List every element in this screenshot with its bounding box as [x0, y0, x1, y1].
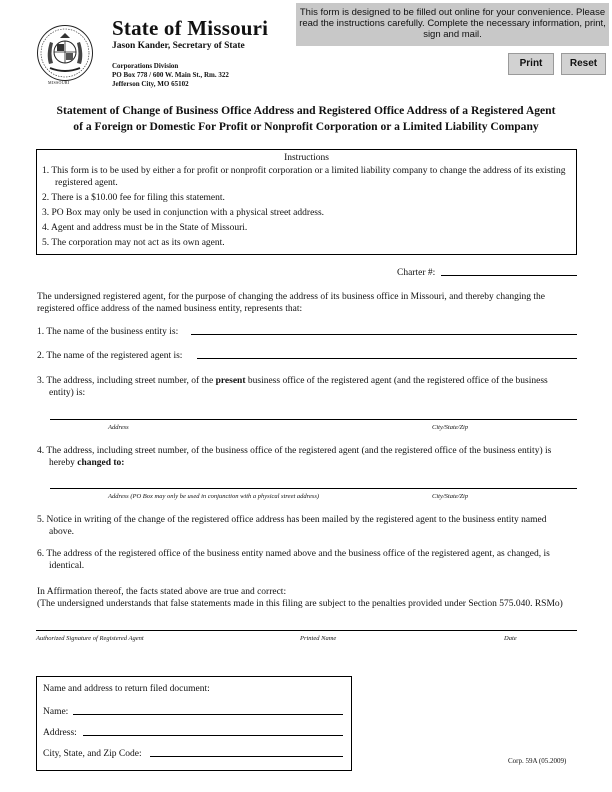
- instruction-item: 1. This form is to be used by either a for profit or nonprofit corporation or a limited liability company to change the address of its existing registered agent.: [42, 166, 566, 188]
- form-title-line1: Statement of Change of Business Office Address and Registered Office Address of a Registered Agent: [56, 104, 556, 117]
- return-city-label: City, State, and Zip Code:: [43, 749, 142, 759]
- online-notice-banner: This form is designed to be filled out online for your convenience. Please read the instructions carefully. Complete the necessary information, print, sign and mail.: [296, 3, 609, 46]
- seal-label: MISSOURI: [48, 80, 70, 85]
- agent-name-label: 2. The name of the registered agent is:: [37, 351, 183, 361]
- return-address-box: [36, 676, 352, 771]
- print-button[interactable]: Print: [508, 53, 554, 75]
- affirmation-line: In Affirmation thereof, the facts stated above are true and correct:: [37, 587, 287, 597]
- form-title-line2: of a Foreign or Domestic For Profit or Nonprofit Corporation or a Limited Liability Company: [73, 120, 539, 133]
- identical-address-statement: 6. The address of the registered office of the business entity named above and the business office of the registered agent, as changed, is identical.: [37, 549, 550, 571]
- changed-address-question: [37, 445, 572, 469]
- notice-mailed-statement: 5. Notice in writing of the change of the registered office address has been mailed by the registered agent to the business entity named above.: [37, 515, 547, 537]
- agent-name-field[interactable]: [197, 358, 577, 359]
- entity-name-field[interactable]: [191, 334, 577, 335]
- instruction-item: 3. PO Box may only be used in conjunction with a physical street address.: [42, 208, 325, 218]
- division-address-line2: Jefferson City, MO 65102: [112, 80, 189, 88]
- charter-label: Charter #:: [397, 268, 436, 278]
- q3-suffix: business office of the registered agent (and the registered office of the business entity) is:: [49, 376, 548, 398]
- instruction-item: 2. There is a $10.00 fee for filing this statement.: [42, 193, 225, 203]
- return-address-label: Address:: [43, 728, 77, 738]
- division-address-line1: PO Box 778 / 600 W. Main St., Rm. 322: [112, 71, 229, 79]
- instructions-box: [36, 149, 577, 255]
- signature-field[interactable]: [36, 630, 577, 631]
- entity-name-label: 1. The name of the business entity is:: [37, 327, 179, 337]
- instruction-item: 5. The corporation may not act as its own agent.: [42, 238, 225, 248]
- return-name-field[interactable]: [73, 714, 343, 715]
- q3-prefix: 3. The address, including street number, of the: [37, 376, 214, 386]
- changed-city-caption: City/State/Zip: [432, 493, 469, 500]
- form-number: Corp. 59A (05.2009): [508, 757, 567, 765]
- division-name: Corporations Division: [112, 62, 179, 70]
- q4-changed-bold: changed to:: [77, 458, 125, 468]
- return-box-heading: Name and address to return filed document:: [43, 684, 210, 694]
- penalty-notice: (The undersigned understands that false statements made in this filing are subject to the penalties provided under Section 575.040. RSMo): [37, 599, 563, 609]
- present-address-question: [37, 375, 572, 399]
- division-address: [112, 62, 229, 89]
- present-city-caption: City/State/Zip: [432, 424, 469, 431]
- instruction-item: 4. Agent and address must be in the State of Missouri.: [42, 223, 248, 233]
- printed-name-caption: Printed Name: [300, 635, 337, 642]
- q4-prefix: 4. The address, including street number, of the business office of the registered agent (and the registered office of the business entity) is hereby: [37, 446, 552, 468]
- state-title: State of Missouri: [112, 16, 269, 40]
- intro-paragraph: The undersigned registered agent, for the purpose of changing the address of its business office in Missouri, and thereby changing the registered office address of the named business entity, represents that:: [37, 292, 545, 314]
- return-name-label: Name:: [43, 707, 69, 717]
- present-address-field[interactable]: [50, 419, 577, 420]
- present-address-caption: Address: [108, 424, 129, 431]
- changed-address-caption: Address (PO Box may only be used in conjunction with a physical street address): [108, 493, 320, 500]
- return-address-field[interactable]: [83, 735, 343, 736]
- reset-button[interactable]: Reset: [561, 53, 606, 75]
- instructions-heading: Instructions: [284, 153, 329, 163]
- date-caption: Date: [504, 635, 517, 642]
- q3-present-bold: present: [215, 376, 246, 386]
- signature-caption: Authorized Signature of Registered Agent: [36, 635, 144, 642]
- charter-number-field[interactable]: [441, 275, 577, 276]
- form-title: [20, 103, 592, 135]
- return-city-field[interactable]: [150, 756, 343, 757]
- changed-address-field[interactable]: [50, 488, 577, 489]
- missouri-seal-icon: [36, 24, 94, 82]
- secretary-of-state: Jason Kander, Secretary of State: [112, 41, 245, 51]
